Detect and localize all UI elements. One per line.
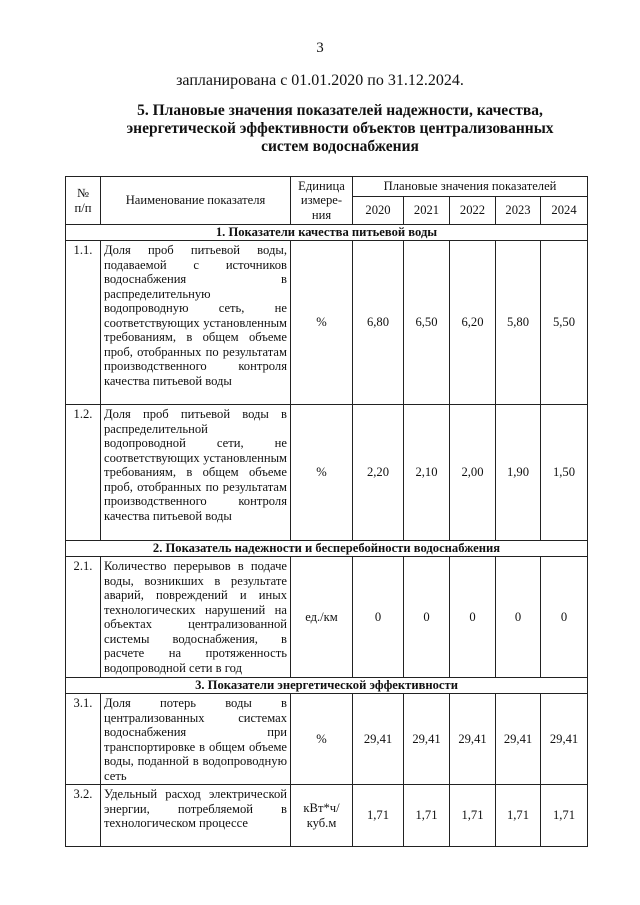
row-number: 1.1.	[66, 241, 101, 405]
indicator-name: Доля проб питьевой воды в распределительной водопроводной сети, не соответствующих установленным требованиям, в общем объеме проб, отобранных по результатам производственного контроля качества питьевой воды	[101, 405, 291, 541]
value-cell: 6,80	[353, 241, 404, 405]
value-cell: 0	[404, 557, 450, 678]
value-cell: 0	[450, 557, 496, 678]
section-title: 2. Показатель надежности и бесперебойности водоснабжения	[66, 541, 588, 557]
unit-cell: %	[291, 405, 353, 541]
section-row	[66, 678, 588, 694]
section-row	[66, 225, 588, 241]
row-number: 2.1.	[66, 557, 101, 678]
table-row	[66, 785, 588, 847]
table-row	[66, 694, 588, 785]
header-year: 2021	[404, 197, 450, 225]
value-cell: 1,71	[450, 785, 496, 847]
header-unit	[291, 177, 353, 225]
table-row	[66, 405, 588, 541]
value-cell: 1,71	[353, 785, 404, 847]
indicator-name: Удельный расход электрической энергии, потребляемой в технологическом процессе	[101, 785, 291, 847]
value-cell: 29,41	[541, 694, 588, 785]
unit-cell	[291, 785, 353, 847]
indicator-name: Количество перерывов в подаче воды, возникших в результате аварий, повреждений и иных технологических нарушений на объектах централизованной системы водоснабжения, в расчете на протяженность водопроводной сети в год	[101, 557, 291, 678]
header-unit-line-1: Единица	[298, 178, 345, 193]
section-title: 3. Показатели энергетической эффективности	[66, 678, 588, 694]
intro-line: запланирована с 01.01.2020 по 31.12.2024.	[176, 72, 464, 89]
header-unit-line-2: измере-	[300, 193, 343, 208]
value-cell: 0	[353, 557, 404, 678]
value-cell: 1,71	[541, 785, 588, 847]
value-cell: 29,41	[404, 694, 450, 785]
header-name: Наименование показателя	[101, 177, 291, 225]
value-cell: 29,41	[450, 694, 496, 785]
value-cell: 1,50	[541, 405, 588, 541]
unit-line-2: куб.м	[306, 815, 337, 830]
header-year: 2024	[541, 197, 588, 225]
value-cell: 1,90	[496, 405, 541, 541]
heading-line-3: систем водоснабжения	[261, 138, 419, 155]
table-row	[66, 241, 588, 405]
value-cell: 2,10	[404, 405, 450, 541]
value-cell: 2,20	[353, 405, 404, 541]
unit-cell: %	[291, 694, 353, 785]
header-year: 2023	[496, 197, 541, 225]
page-number: 3	[316, 40, 324, 56]
section-heading	[70, 102, 610, 156]
header-year: 2020	[353, 197, 404, 225]
value-cell: 6,20	[450, 241, 496, 405]
section-row	[66, 541, 588, 557]
indicators-table	[65, 176, 588, 847]
value-cell: 1,71	[496, 785, 541, 847]
unit-cell: %	[291, 241, 353, 405]
value-cell: 2,00	[450, 405, 496, 541]
header-num	[66, 177, 101, 225]
table-row	[66, 557, 588, 678]
heading-line-2: энергетической эффективности объектов централизованных	[126, 120, 554, 137]
section-title: 1. Показатели качества питьевой воды	[66, 225, 588, 241]
header-num-line-1: №	[76, 186, 90, 200]
header-year: 2022	[450, 197, 496, 225]
value-cell: 6,50	[404, 241, 450, 405]
row-number: 3.2.	[66, 785, 101, 847]
header-row	[66, 177, 588, 197]
heading-line-1: 5. Плановые значения показателей надежности, качества,	[137, 102, 543, 119]
row-number: 1.2.	[66, 405, 101, 541]
value-cell: 29,41	[496, 694, 541, 785]
value-cell: 29,41	[353, 694, 404, 785]
unit-cell: ед./км	[291, 557, 353, 678]
header-num-line-2: п/п	[74, 200, 92, 215]
value-cell: 5,50	[541, 241, 588, 405]
value-cell: 5,80	[496, 241, 541, 405]
unit-line-1: кВт*ч/	[303, 801, 340, 815]
row-number: 3.1.	[66, 694, 101, 785]
header-unit-line-3: ния	[311, 207, 332, 222]
indicator-name: Доля проб питьевой воды, подаваемой с источников водоснабжения в распределительную водопроводную сеть, не соответствующих установленным требованиям, в общем объеме проб, отобранных по результатам производственного контроля качества питьевой воды	[101, 241, 291, 405]
value-cell: 0	[496, 557, 541, 678]
value-cell: 0	[541, 557, 588, 678]
value-cell: 1,71	[404, 785, 450, 847]
indicator-name: Доля потерь воды в централизованных системах водоснабжения при транспортировке в общем объеме воды, поданной в водопроводную сеть	[101, 694, 291, 785]
header-planned: Плановые значения показателей	[353, 177, 588, 197]
